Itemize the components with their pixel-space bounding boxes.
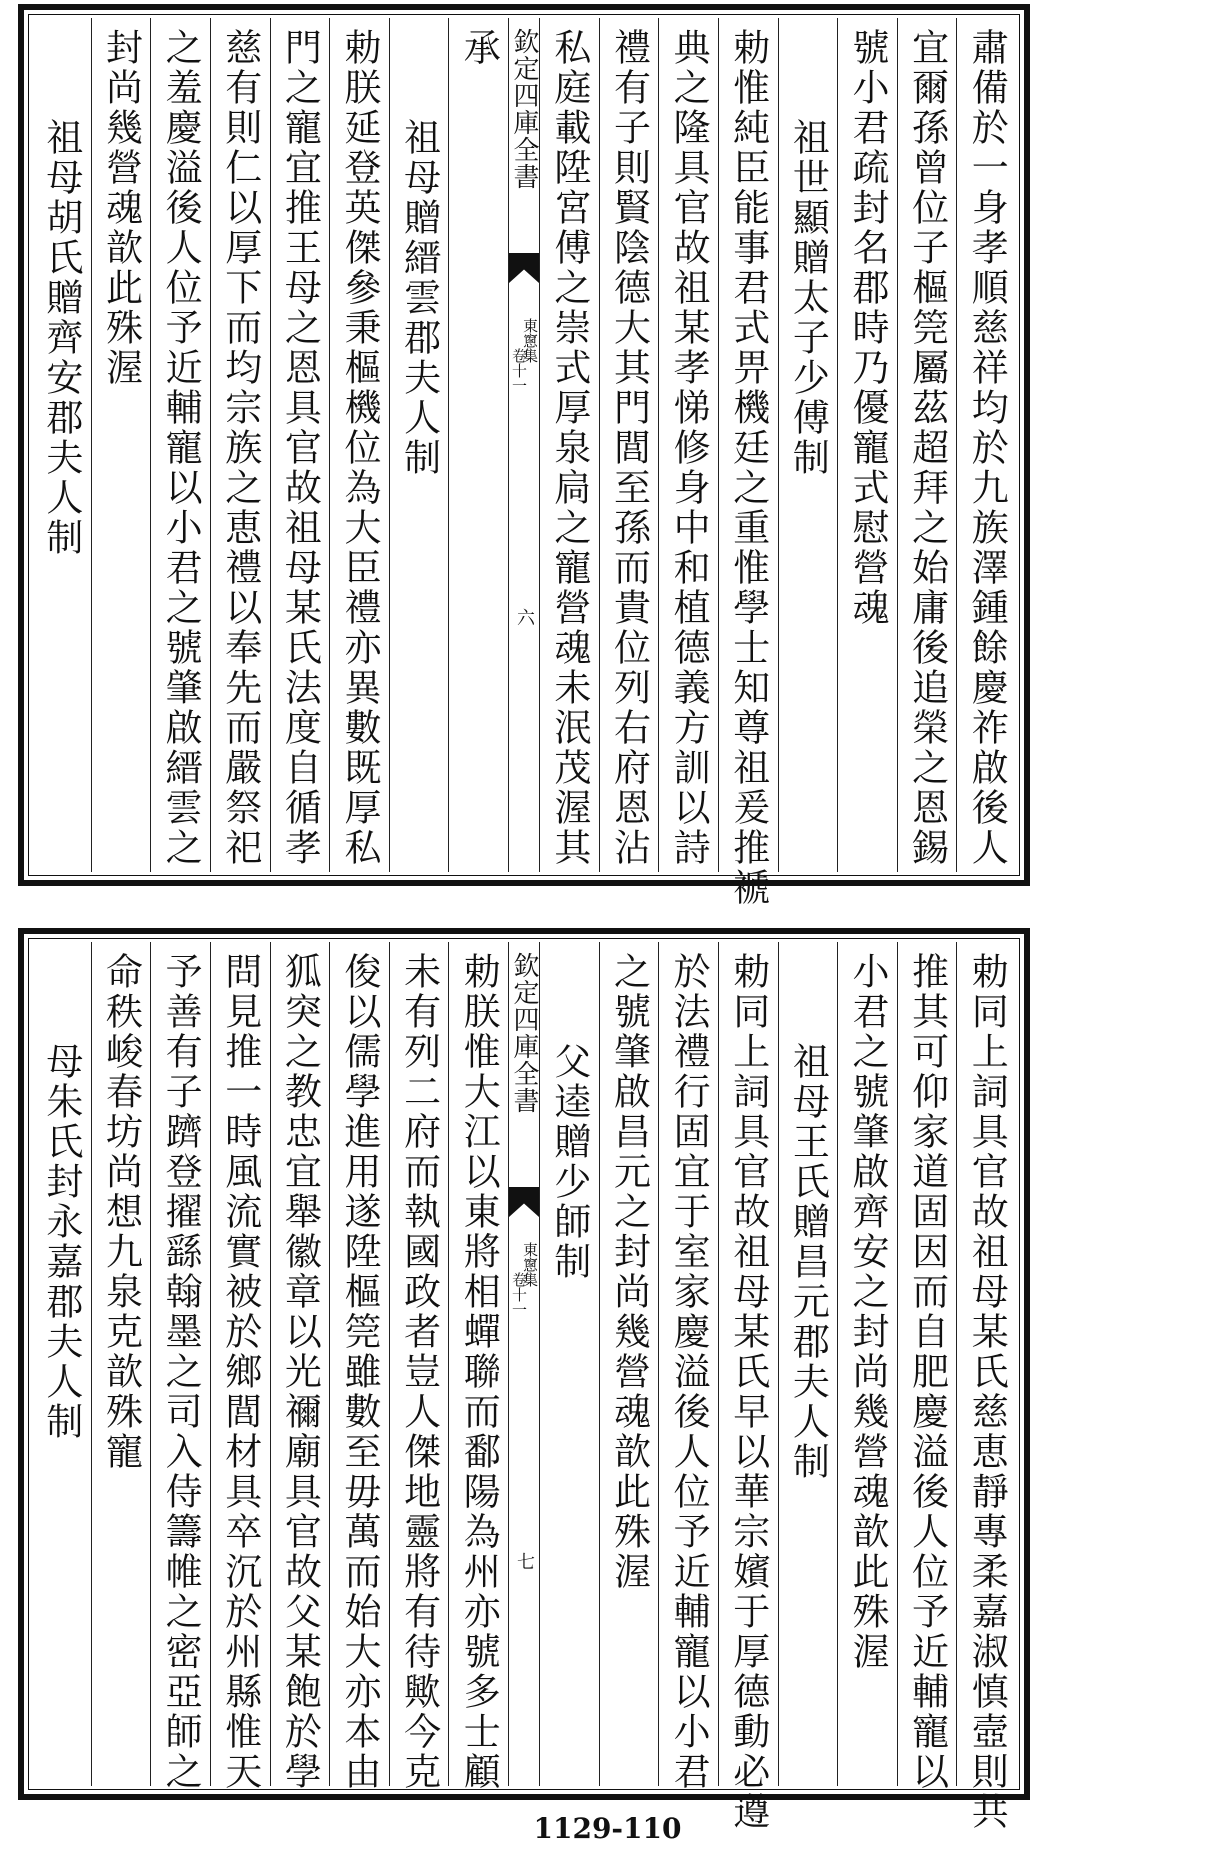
text-column <box>778 18 838 872</box>
text-column <box>718 18 778 908</box>
text-column <box>956 942 1016 1832</box>
text-column <box>91 18 151 872</box>
text-column <box>539 18 599 872</box>
text-column <box>956 18 1016 872</box>
column-text: 勅朕延登英傑參秉樞機位為大臣禮亦異數既厚私 <box>337 28 381 868</box>
text-column <box>718 942 778 1832</box>
text-column <box>270 18 330 872</box>
section-heading: 祖母胡氏贈齊安郡夫人制 <box>39 118 83 558</box>
book-title: 東窻集 <box>521 318 539 363</box>
book-title: 東窻集 <box>521 1242 539 1287</box>
text-column <box>32 942 91 1786</box>
text-column <box>897 18 957 872</box>
column-text: 狐突之教忠宜舉徽章以光禰廟具官故父某飽於學 <box>278 952 322 1792</box>
text-column <box>778 942 838 1786</box>
column-text: 問見推一時風流實被於鄉閭材具卒沉於州縣惟天 <box>218 952 262 1792</box>
text-column <box>897 942 957 1792</box>
text-column <box>599 942 659 1786</box>
text-column <box>599 18 659 872</box>
fishtail-mark-icon <box>509 253 539 283</box>
section-heading: 母朱氏封永嘉郡夫人制 <box>39 1042 83 1442</box>
text-column <box>210 942 270 1792</box>
section-heading: 父逵贈少師制 <box>547 1042 591 1282</box>
text-column <box>329 942 389 1792</box>
column-text: 封尚幾營魂歆此殊渥 <box>99 28 143 388</box>
column-text: 推其可仰家道固因而自肥慶溢後人位予近輔寵以 <box>905 952 949 1792</box>
column-text: 典之隆具官故祖某孝悌修身中和植德義方訓以詩 <box>667 28 711 868</box>
column-text: 號小君疏封名郡時乃優寵式慰營魂 <box>845 28 889 628</box>
column-text: 命秩峻春坊尚想九泉克歆殊寵 <box>99 952 143 1472</box>
upper-page-columns <box>32 18 1016 908</box>
section-heading: 祖母王氏贈昌元郡夫人制 <box>786 1042 830 1482</box>
text-column <box>150 18 210 872</box>
column-text: 勅惟純臣能事君式畀機廷之重惟學士知尊祖爰推褫 <box>726 28 770 908</box>
text-column <box>32 18 91 872</box>
column-text: 私庭載陞宮傅之崇式厚泉扃之寵營魂未泯茂渥其 <box>547 28 591 868</box>
collection-title: 欽定四庫全書 <box>509 952 539 1114</box>
text-column <box>329 18 389 872</box>
column-text: 勅同上詞具官故祖母某氏早以華宗嬪于厚德動必遵 <box>726 952 770 1832</box>
text-column <box>270 942 330 1792</box>
folio-number: 七 <box>514 1552 535 1570</box>
text-column <box>389 942 449 1792</box>
column-text: 予善有子躋登擢繇翰墨之司入侍籌帷之密亞師之 <box>159 952 203 1792</box>
text-column <box>837 942 897 1786</box>
column-text: 勅朕惟大江以東將相蟬聯而鄱陽為州亦號多士顧 <box>457 952 501 1792</box>
volume-label: 卷十一 <box>510 348 528 393</box>
section-heading: 祖世顯贈太子少傅制 <box>786 118 830 478</box>
upper-page <box>18 4 1030 908</box>
column-text: 禮有子則賢陰德大其門閭至孫而貴位列右府恩沾 <box>607 28 651 868</box>
text-column <box>91 942 151 1786</box>
column-text: 之羞慶溢後人位予近輔寵以小君之號肇啟縉雲之 <box>159 28 203 868</box>
column-text: 門之寵宜推王母之恩具官故祖母某氏法度自循孝 <box>278 28 322 868</box>
column-text: 肅備於一身孝順慈祥均於九族澤鍾餘慶祚啟後人 <box>965 28 1009 868</box>
column-text: 小君之號肇啟齊安之封尚幾營魂歆此殊渥 <box>845 952 889 1672</box>
collection-title: 欽定四庫全書 <box>509 28 539 190</box>
column-text: 宜爾孫曾位子樞筦屬茲超拜之始庸後追榮之恩錫 <box>905 28 949 868</box>
column-text: 於法禮行固宜于室家慶溢後人位予近輔寵以小君 <box>667 952 711 1792</box>
text-column <box>210 18 270 872</box>
column-text: 勅同上詞具官故祖母某氏慈恵靜專柔嘉淑慎壼則共 <box>965 952 1009 1832</box>
text-column <box>539 942 599 1786</box>
text-column <box>658 18 718 872</box>
text-column <box>837 18 897 872</box>
center-gutter <box>508 18 539 872</box>
text-column <box>448 18 508 872</box>
text-column <box>389 18 449 872</box>
text-column <box>658 942 718 1792</box>
page-number: 1129-110 <box>533 1812 682 1845</box>
volume-label: 卷十一 <box>510 1272 528 1317</box>
column-text: 之號肇啟昌元之封尚幾營魂歆此殊渥 <box>607 952 651 1592</box>
column-text: 慈有則仁以厚下而均宗族之恵禮以奉先而嚴祭祀 <box>218 28 262 868</box>
column-text: 未有列二府而執國政者豈人傑地靈將有待歟今克 <box>397 952 441 1792</box>
column-text: 俊以儒學進用遂陞樞筦雖數至毋萬而始大亦本由 <box>337 952 381 1792</box>
text-column <box>150 942 210 1792</box>
center-gutter <box>508 942 539 1786</box>
section-heading: 祖母贈縉雲郡夫人制 <box>397 118 441 478</box>
folio-number: 六 <box>514 608 535 626</box>
column-text: 承 <box>457 28 501 68</box>
text-column <box>448 942 508 1792</box>
fishtail-mark-icon <box>509 1187 539 1217</box>
